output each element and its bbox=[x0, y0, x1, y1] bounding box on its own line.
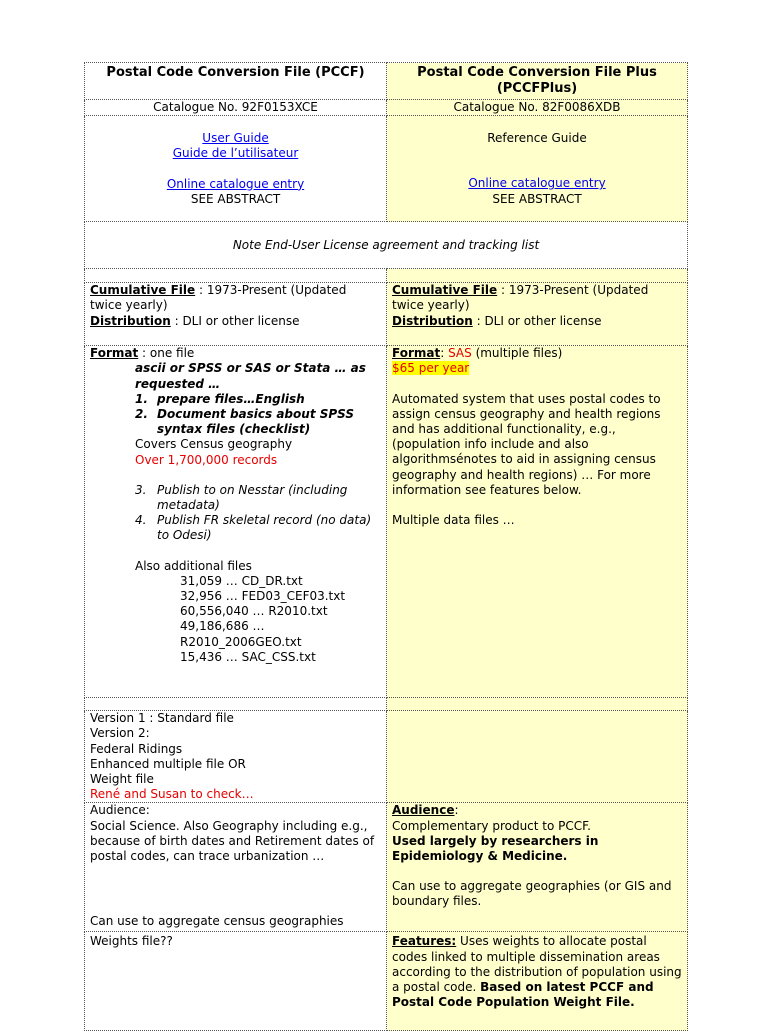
pccfplus-see-abstract: SEE ABSTRACT bbox=[492, 191, 582, 206]
pccfplus-title: Postal Code Conversion File Plus (PCCFPlus) bbox=[387, 63, 688, 100]
covers-census: Covers Census geography bbox=[135, 437, 293, 452]
cumulative-row bbox=[85, 283, 688, 346]
pccfplus-audience-cell: Audience: Complementary product to PCCF. Used largely by researchers in Epidemiology & Medicine. Can use to aggregate geographies (or GIS and boundary files. bbox=[387, 803, 688, 932]
step-document-basics: Document basics about SPSS syntax files (checklist) bbox=[157, 407, 355, 437]
additional-file: R2010_2006GEO.txt bbox=[180, 634, 302, 649]
step-publish-nesstar: Publish to on Nesstar (including metadata) bbox=[157, 482, 348, 513]
additional-file: 60,556,040 … R2010.txt bbox=[180, 604, 328, 619]
pccf-see-abstract: SEE ABSTRACT bbox=[190, 191, 281, 206]
distribution-label: Distribution bbox=[90, 313, 171, 328]
additional-file: 32,956 … FED03_CEF03.txt bbox=[180, 589, 346, 604]
pccf-catalogue: Catalogue No. 92F0153XCE bbox=[85, 100, 387, 116]
pccfplus-cumulative-cell: Cumulative File : 1973-Present (Updated twice yearly) Distribution : DLI or other license bbox=[387, 283, 688, 346]
automated-system-description: Automated system that uses postal codes to assign census geography and health regions and has additional functionality, e.g., (population info include and also algorithmsénotes to aid in assigning census geography and health regions) … For more information see features below. bbox=[392, 391, 661, 497]
pccf-title: Postal Code Conversion File (PCCF) bbox=[85, 63, 387, 100]
spacer-row bbox=[85, 698, 688, 711]
catalogue-row bbox=[85, 100, 688, 116]
features-cell bbox=[387, 932, 688, 1031]
versions-cell bbox=[85, 711, 387, 803]
links-row bbox=[85, 116, 688, 222]
features-text: Uses weights to allocate postal codes linked to multiple dissemination areas according to the distribution of population using a postal code. bbox=[392, 934, 682, 995]
weights-file-question: Weights file?? bbox=[90, 934, 173, 949]
version-2: Version 2: bbox=[90, 726, 150, 741]
pccfplus-online-catalogue-link[interactable]: Online catalogue entry bbox=[468, 176, 606, 191]
additional-file: 31,059 … CD_DR.txt bbox=[180, 573, 303, 588]
features-bold: Based on latest PCCF and Postal Code Population Weight File. bbox=[392, 980, 654, 1010]
audience-text: Social Science. Also Geography including e.g., because of birth dates and Retirement dates of postal codes, can trace urbanization … bbox=[90, 818, 375, 864]
weight-file: Weight file bbox=[90, 772, 154, 787]
pccfplus-catalogue: Catalogue No. 82F0086XDB bbox=[387, 100, 688, 116]
audience-row bbox=[85, 803, 688, 932]
price-highlight: $65 per year bbox=[392, 361, 470, 376]
reference-guide-label: Reference Guide bbox=[487, 131, 587, 146]
weights-cell bbox=[85, 932, 387, 1031]
pccf-cumulative-cell: Cumulative File : 1973-Present (Updated twice yearly) Distribution : DLI or other license bbox=[85, 283, 387, 346]
spacer-row bbox=[85, 269, 688, 283]
additional-file: 49,186,686 … bbox=[180, 619, 265, 634]
features-row bbox=[85, 932, 688, 1031]
pccfplus-links-cell bbox=[387, 116, 688, 222]
sas-format: SAS bbox=[448, 346, 472, 361]
used-by-researchers: Used largely by researchers in Epidemiology & Medicine. bbox=[392, 833, 599, 864]
guide-utilisateur-link[interactable]: Guide de l’utilisateur bbox=[172, 146, 299, 161]
versions-row bbox=[85, 711, 688, 803]
cumulative-label: Cumulative File bbox=[90, 283, 196, 298]
aggregate-census: Can use to aggregate census geographies bbox=[90, 914, 344, 929]
step-prepare-files: prepare files…English bbox=[157, 391, 305, 406]
version-1: Version 1 : Standard file bbox=[90, 711, 234, 726]
enhanced-multiple-file: Enhanced multiple file OR bbox=[90, 756, 246, 771]
comparison-document bbox=[84, 62, 687, 1031]
pccf-online-catalogue-link[interactable]: Online catalogue entry bbox=[166, 176, 305, 191]
format-row bbox=[85, 346, 688, 698]
pccf-links-cell bbox=[85, 116, 387, 222]
additional-file: 15,436 … SAC_CSS.txt bbox=[180, 649, 316, 664]
comparison-table bbox=[84, 62, 688, 1031]
federal-ridings: Federal Ridings bbox=[90, 741, 183, 756]
audience-label: Audience: bbox=[90, 803, 150, 818]
pccf-format-cell: Format : one file ascii or SPSS or SAS or Stata … as requested … 1. prepare files…English 2. Document basics about SPSS syntax files (checklist) Covers Census geography Over 1,700,000 records 3. Publish to on Nesstar (including metadata) 4. Publish FR skeletal record (no data) to Odesi) Also additional files 31,059 … CD_DR.txt 32,956 … FED03_CEF03.txt 60,556,040 … R2010.txt 49,186,686 … R2010_2006GEO.txt 15,436 … SAC_CSS.txt bbox=[85, 346, 387, 698]
pccfplus-format-cell: Format: SAS (multiple files) $65 per year Automated system that uses postal codes to assign census geography and health regions and has additional functionality, e.g., (population info include and also algorithmsénotes to aid in assigning census geography and health regions) … For more information see features below. Multiple data files … bbox=[387, 346, 688, 698]
file-formats: ascii or SPSS or SAS or Stata … as requested … bbox=[135, 361, 366, 391]
user-guide-link[interactable]: User Guide bbox=[202, 131, 269, 146]
to-check-note: René and Susan to check… bbox=[90, 787, 254, 802]
pccf-audience-cell bbox=[85, 803, 387, 932]
step-publish-odesi: Publish FR skeletal record (no data) to Odesi) bbox=[157, 513, 372, 543]
aggregate-geographies: Can use to aggregate geographies (or GIS and boundary files. bbox=[392, 879, 672, 909]
record-count: Over 1,700,000 records bbox=[135, 452, 278, 467]
format-label: Format bbox=[90, 346, 139, 361]
license-note: Note End-User License agreement and tracking list bbox=[85, 222, 688, 269]
multiple-data-files: Multiple data files … bbox=[392, 513, 515, 528]
additional-files-label: Also additional files bbox=[135, 558, 252, 573]
title-row bbox=[85, 63, 688, 100]
complementary-product: Complementary product to PCCF. bbox=[392, 818, 591, 833]
features-label: Features: bbox=[392, 934, 457, 949]
note-row bbox=[85, 222, 688, 269]
